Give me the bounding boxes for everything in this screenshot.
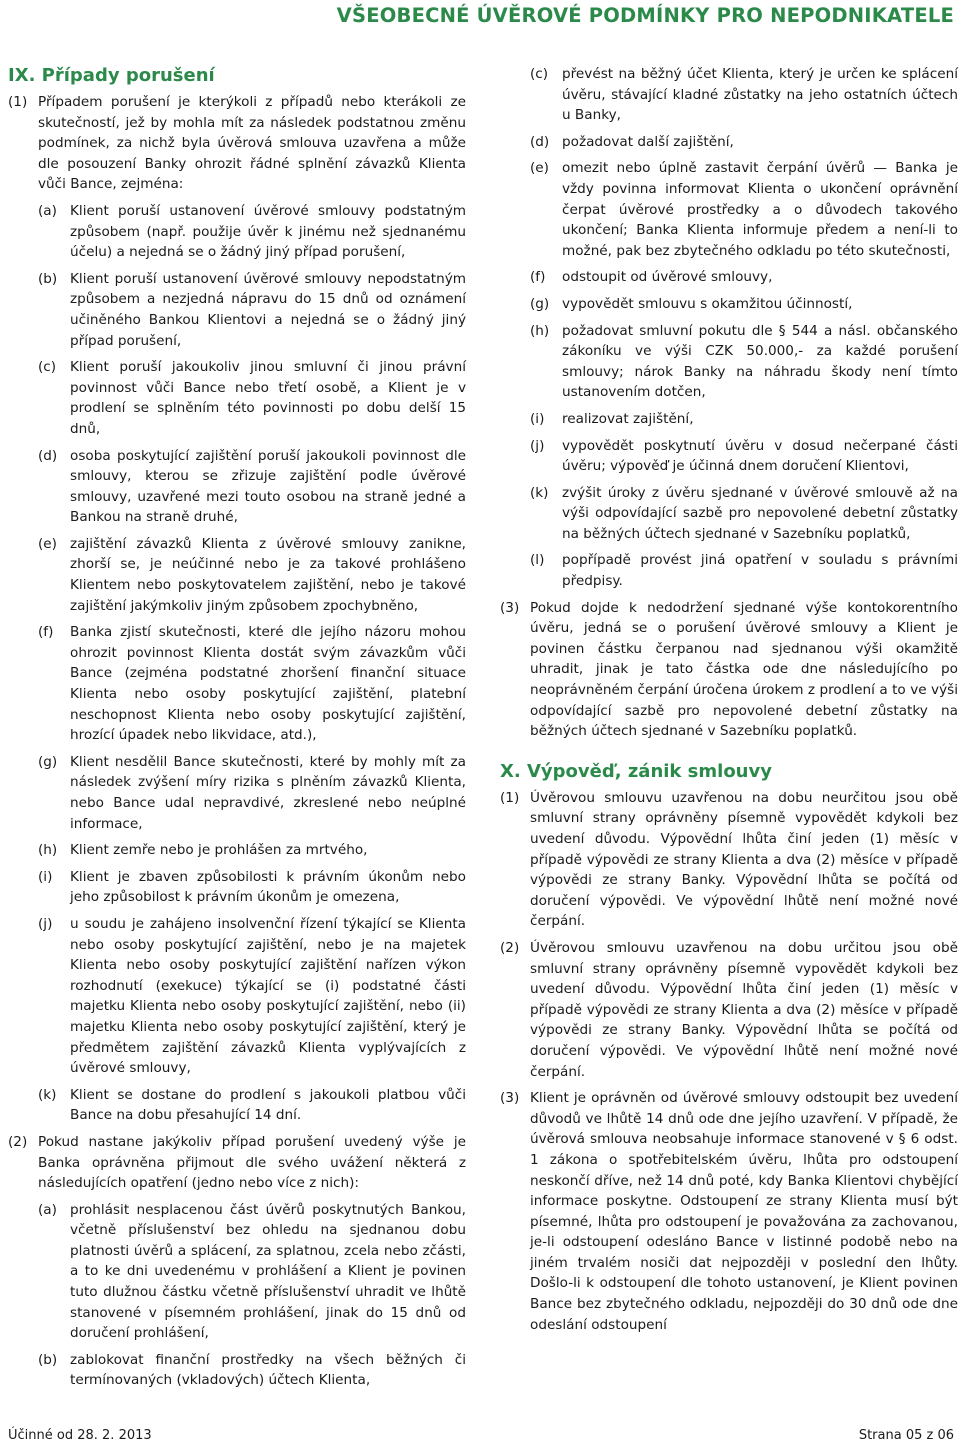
item-label: (d) (38, 447, 58, 464)
list-item (8, 867, 466, 908)
item-label: (k) (530, 484, 549, 501)
paragraph-text: Úvěrovou smlouvu uzavřenou na dobu neurčitou jsou obě smluvní strany oprávněny písemně vypovědět kdykoli bez uvedení důvodu. Výpovědní lhůta činí jeden (1) měsíc v případě výpovědi ze strany Klienta a dva (2) měsíce v případě výpovědi ze strany Banky. Výpovědní lhůta se počítá od doručení výpovědi. Ve výpovědní lhůtě není možné nové čerpání. (530, 789, 958, 930)
section-9-p1-items (8, 201, 466, 1126)
item-label: (c) (530, 66, 549, 82)
item-label: (i) (530, 410, 545, 427)
right-column (500, 64, 958, 1341)
list-item (500, 483, 958, 545)
paragraph-number: (1) (8, 94, 28, 110)
list-item (8, 914, 466, 1079)
list-item (8, 1200, 466, 1344)
list-item (8, 201, 466, 263)
section-10-paragraph-1 (500, 788, 958, 932)
item-label: (f) (38, 624, 54, 641)
item-label: (a) (38, 1201, 57, 1218)
section-9-paragraph-3 (500, 598, 958, 742)
item-label: (f) (530, 269, 546, 286)
section-10-paragraph-2 (500, 938, 958, 1082)
section-9-p2-items-continued (500, 64, 958, 592)
item-label: (k) (38, 1086, 57, 1103)
paragraph-number: (2) (8, 1133, 28, 1150)
item-text: převést na běžný účet Klienta, který je určen ke splácení úvěru, stávající kladné zůstatky na jeho ostatních účtech u Banky, (562, 66, 958, 124)
item-label: (g) (530, 295, 550, 312)
list-item (8, 622, 466, 746)
section-9-paragraph-2 (8, 1132, 466, 1194)
paragraph-number: (3) (500, 1090, 520, 1107)
paragraph-number: (3) (500, 599, 520, 616)
item-label: (h) (530, 322, 550, 339)
section-9-p2-items (8, 1200, 466, 1391)
list-item (8, 446, 466, 528)
item-text: u soudu je zahájeno insolvenční řízení týkající se Klienta nebo osoby poskytující zajištění, nebo je na majetek Klienta nebo osoby poskytující zajištění nařízen výkon rozhodnutí (exekuce) týkající se (i) podstatné části majetku Klienta nebo osoby poskytující zajištění, nebo (ii) majetku Klienta nebo osoby poskytující zajištění, který je předmětem zajištění závazků Klienta vyplývajících z úvěrové smlouvy, (70, 915, 466, 1077)
list-item (500, 321, 958, 403)
item-text: Klient poruší ustanovení úvěrové smlouvy podstatným způsobem (např. použije úvěr k jinému než sjednanému účelu) a nejedná se o žádný jiný případ porušení, (70, 202, 466, 261)
item-label: (e) (530, 160, 549, 177)
footer-page-number: Strana 05 z 06 (858, 1428, 954, 1443)
paragraph-text: Úvěrovou smlouvu uzavřenou na dobu určitou jsou obě smluvní strany oprávněny písemně vypovědět kdykoli bez uvedení důvodu. Výpovědní lhůta činí jeden (1) měsíc v případě výpovědi ze strany Klienta a dva (2) měsíce v případě výpovědi ze strany Banky. Výpovědní lhůta se počítá od doručení výpovědi. Ve výpovědní lhůtě není možné nové čerpání. (530, 939, 958, 1080)
paragraph-number: (2) (500, 939, 520, 956)
section-10-heading: X. Výpověď, zánik smlouvy (500, 760, 772, 782)
list-item (500, 158, 958, 261)
item-text: Klient zemře nebo je prohlášen za mrtvého, (70, 842, 368, 859)
item-text: odstoupit od úvěrové smlouvy, (562, 269, 773, 286)
list-item (500, 64, 958, 126)
section-9-heading: IX. Případy porušení (8, 65, 215, 86)
item-text: požadovat smluvní pokutu dle § 544 a násl. občanského zákoníku ve výši CZK 50.000,- za každé porušení smlouvy; nárok Banky na náhradu škody není tímto ustanovením dotčen, (562, 322, 958, 401)
left-column (8, 64, 466, 1397)
item-label: (l) (530, 552, 545, 569)
paragraph-text: Případem porušení je kterýkoli z případů nebo kterákoli ze skutečností, jež by mohla mít za následek podstatnou změnu podmínek, za nichž byla úvěrová smlouva uzavřena a může dle posouzení Banky ohrozit řádné splnění závazků Klienta vůči Bance, zejména: (38, 94, 466, 193)
item-text: Klient je zbaven způsobilosti k právním úkonům nebo jeho způsobilost k právním úkonům je omezena, (70, 868, 466, 906)
list-item (500, 409, 958, 430)
item-label: (d) (530, 133, 550, 150)
item-label: (h) (38, 842, 58, 859)
item-text: vypovědět smlouvu s okamžitou účinností, (562, 295, 853, 312)
item-text: prohlásit nesplacenou část úvěrů poskytnutých Bankou, včetně příslušenství bez ohledu na sjednanou dobu platnosti úvěrů a splácení, za splatnou, zcela nebo zčásti, a to ke dni uvedenému v prohlášení a Klient je povinen tuto dlužnou částku včetně příslušenství uhradit ve lhůtě stanovené v písemném prohlášení, jinak do 15 dnů od doručení prohlášení, (70, 1201, 466, 1342)
paragraph-text: Klient je oprávněn od úvěrové smlouvy odstoupit bez uvedení důvodů ve lhůtě 14 dnů ode dne jejího uzavření. V případě, že úvěrová smlouva neobsahuje informace stanovené v § 6 odst. 1 zákona o spotřebitelském úvěru, lhůta pro odstoupení neskončí dříve, než 14 dnů poté, kdy Banka Klientovi chybějící informace poskytne. Odstoupení ze strany Klienta musí být písemné, lhůta pro odstoupení je považována za zachovanou, je-li odstoupení odesláno Bance v listinné podobě nebo na jiném trvalém nosiči dat nejpozději v poslední den lhůty. Došlo-li k odstoupení dle tohoto ustanovení, je Klient povinen Bance bez zbytečného odkladu, nejpozději do 30 dnů ode dne odeslání odstoupení (530, 1090, 958, 1333)
item-label: (b) (38, 1351, 58, 1368)
item-label: (j) (38, 915, 53, 932)
item-text: realizovat zajištění, (562, 410, 694, 427)
list-item (8, 1350, 466, 1391)
item-label: (g) (38, 753, 58, 770)
list-item (8, 534, 466, 616)
list-item (500, 267, 958, 288)
list-item (500, 550, 958, 591)
section-9-paragraph-1 (8, 92, 466, 195)
list-item (500, 132, 958, 153)
list-item (500, 436, 958, 477)
list-item (8, 1085, 466, 1126)
paragraph-number: (1) (500, 789, 520, 806)
list-item (8, 840, 466, 861)
document-header: VŠEOBECNÉ ÚVĚROVÉ PODMÍNKY PRO NEPODNIKATELE (336, 4, 954, 27)
paragraph-text: Pokud dojde k nedodržení sjednané výše kontokorentního úvěru, jedná se o porušení úvěrové smlouvy a Klient je povinen částku čerpanou nad sjednanou výši okamžitě uhradit, jinak je tato částka ode dne následujícího po neoprávněném čerpání úročena úrokem z prodlení a to ve výši odpovídající sazbě pro nepovolené debetní zůstatky na běžných účtech sjednané v Sazebníku poplatků. (530, 599, 958, 740)
item-text: Banka zjistí skutečnosti, které dle jejího názoru mohou ohrozit povinnost Klienta dostát svým závazkům vůči Bance (zejména podstatné zhoršení finanční situace Klienta nebo osoby poskytující zajištění, platební neschopnost Klienta nebo osoby poskytující zajištění, hrozící úpadek nebo likvidace, atd.), (70, 624, 466, 744)
item-text: požadovat další zajištění, (562, 133, 734, 150)
item-label: (a) (38, 202, 57, 219)
footer-effective-date: Účinné od 28. 2. 2013 (8, 1428, 152, 1443)
item-text: vypovědět poskytnutí úvěru v dosud nečerpané části úvěru; výpověď je účinná dnem doručení Klientovi, (562, 437, 958, 475)
item-label: (i) (38, 868, 53, 885)
section-10-paragraph-3 (500, 1088, 958, 1335)
item-label: (e) (38, 535, 57, 552)
item-label: (c) (38, 359, 57, 376)
item-text: Klient poruší jakoukoliv jinou smluvní či jinou právní povinnost vůči Bance nebo třetí osobě, a Klient je v prodlení se splněním této povinnosti po dobu delší 15 dnů, (70, 359, 466, 437)
item-text: Klient poruší ustanovení úvěrové smlouvy nepodstatným způsobem a nezjedná nápravu do 15 dnů od oznámení učiněného Bankou Klientovi a nejedná se o žádný jiný případ porušení, (70, 270, 466, 349)
item-text: zablokovat finanční prostředky na všech běžných či termínovaných (vkladových) účtech Klienta, (70, 1351, 466, 1389)
item-text: osoba poskytující zajištění poruší jakoukoli povinnost dle smlouvy, kterou se zřizuje zajištění podle úvěrové smlouvy, uzavřené mezi touto osobou na straně jedné a Bankou na straně druhé, (70, 447, 466, 526)
list-item (8, 269, 466, 351)
list-item (8, 752, 466, 834)
item-text: zvýšit úroky z úvěru sjednané v úvěrové smlouvě až na výši odpovídající sazbě pro nepovolené debetní zůstatky na běžných účtech sjednané v Sazebníku poplatků, (562, 484, 958, 542)
list-item (500, 294, 958, 315)
item-text: omezit nebo úplně zastavit čerpání úvěrů — Banka je vždy povinna informovat Klienta o ukončení oprávnění čerpat úvěrové prostředky a o důvodech takového ukončení; Banka Klienta informuje předem a není-li to možné, pak bez zbytečného odkladu po této skutečnosti, (562, 160, 958, 259)
item-text: zajištění závazků Klienta z úvěrové smlouvy zanikne, zhorší se, je neúčinné nebo je za takové prohlášeno Klientem nebo poskytovatelem zajištění, nebo je takové zajištění jakýmkoliv jiným způsobem zpochybněno, (70, 535, 466, 614)
item-text: popřípadě provést jiná opatření v souladu s právními předpisy. (562, 552, 958, 590)
item-text: Klient nesdělil Bance skutečnosti, které by mohly mít za následek zvýšení míry rizika s plněním závazků Klienta, nebo Bance udal nepravdivé, zkreslené nebo neúplné informace, (70, 753, 466, 832)
paragraph-text: Pokud nastane jakýkoliv případ porušení uvedený výše je Banka oprávněna přijmout dle svého uvážení některá z následujících opatření (jedno nebo více z nich): (38, 1133, 466, 1192)
item-label: (j) (530, 437, 545, 454)
item-text: Klient se dostane do prodlení s jakoukoli platbou vůči Bance na dobu přesahující 14 dní. (70, 1086, 466, 1124)
list-item (8, 357, 466, 439)
item-label: (b) (38, 270, 58, 287)
